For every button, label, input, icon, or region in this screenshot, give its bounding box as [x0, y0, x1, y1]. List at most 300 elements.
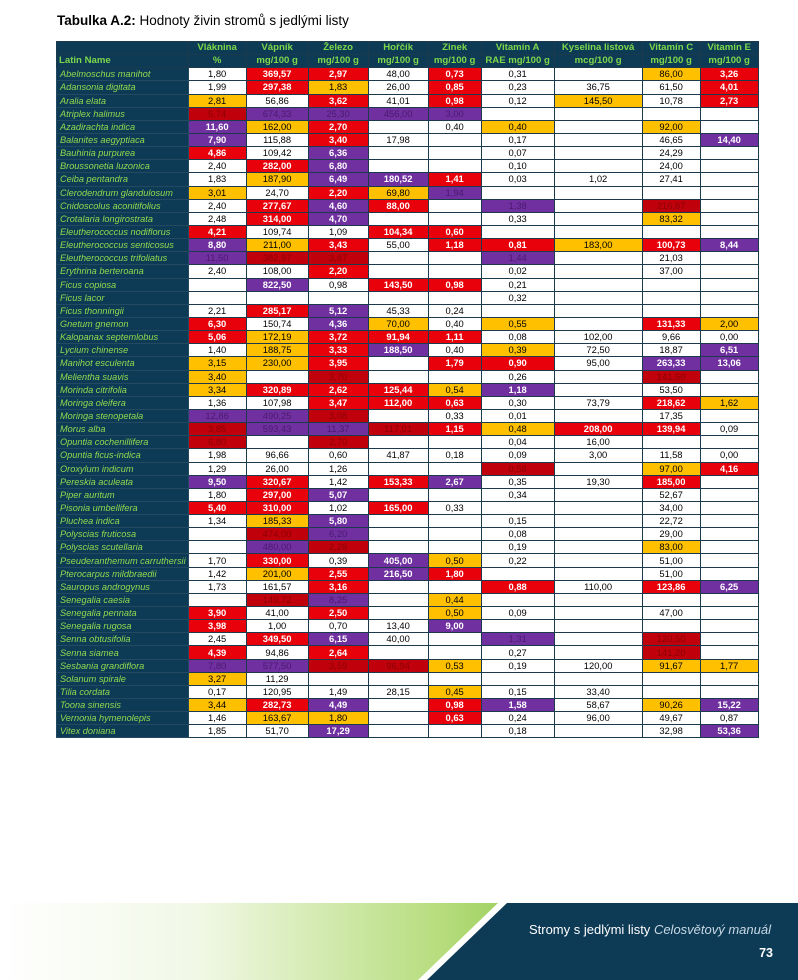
value-cell: 0,17: [188, 685, 246, 698]
value-cell: 0,09: [481, 449, 554, 462]
value-cell: 3,15: [188, 357, 246, 370]
value-cell: 0,17: [481, 133, 554, 146]
value-cell: 185,00: [642, 475, 700, 488]
value-cell: 4,70: [308, 212, 368, 225]
value-cell: 188,75: [246, 344, 308, 357]
value-cell: 97,00: [642, 462, 700, 475]
value-cell: 0,35: [481, 475, 554, 488]
value-cell: 0,81: [481, 239, 554, 252]
value-cell: [428, 147, 481, 160]
value-cell: [554, 633, 642, 646]
value-cell: [700, 554, 758, 567]
value-cell: [428, 488, 481, 501]
value-cell: [554, 304, 642, 317]
latin-name-cell: Ceiba pentandra: [57, 173, 189, 186]
column-unit: RAE mg/100 g: [481, 55, 554, 68]
value-cell: 28,15: [368, 685, 428, 698]
value-cell: [481, 620, 554, 633]
value-cell: 19,30: [554, 475, 642, 488]
book-subtitle: Celosvětový manuál: [653, 922, 771, 937]
value-cell: [428, 541, 481, 554]
latin-name-cell: Bauhinia purpurea: [57, 147, 189, 160]
table-caption: [57, 13, 349, 28]
value-cell: 0,33: [428, 409, 481, 422]
value-cell: [700, 475, 758, 488]
value-cell: 150,74: [246, 317, 308, 330]
value-cell: 0,33: [481, 212, 554, 225]
value-cell: [554, 291, 642, 304]
latin-name-cell: Pluchea indica: [57, 515, 189, 528]
value-cell: 49,67: [642, 712, 700, 725]
value-cell: [428, 580, 481, 593]
value-cell: 2,40: [188, 199, 246, 212]
value-cell: 1,42: [188, 567, 246, 580]
latin-name-cell: Moringa stenopetala: [57, 409, 189, 422]
value-cell: [188, 278, 246, 291]
value-cell: 18,87: [642, 344, 700, 357]
value-cell: 490,25: [246, 409, 308, 422]
value-cell: 0,23: [481, 81, 554, 94]
latin-name-cell: Cnidoscolus aconitifolius: [57, 199, 189, 212]
value-cell: 24,00: [642, 160, 700, 173]
table-row: [57, 291, 759, 304]
value-cell: 674,33: [246, 107, 308, 120]
value-cell: 310,00: [246, 501, 308, 514]
value-cell: [554, 541, 642, 554]
value-cell: 0,18: [481, 725, 554, 738]
value-cell: 6,25: [700, 580, 758, 593]
value-cell: [428, 212, 481, 225]
value-cell: 1,83: [188, 173, 246, 186]
value-cell: 86,00: [642, 68, 700, 81]
value-cell: 405,00: [368, 554, 428, 567]
value-cell: 320,67: [246, 475, 308, 488]
value-cell: 1,02: [554, 173, 642, 186]
value-cell: 2,50: [308, 607, 368, 620]
value-cell: 0,26: [481, 370, 554, 383]
value-cell: 0,21: [481, 278, 554, 291]
value-cell: [554, 252, 642, 265]
value-cell: 0,40: [428, 317, 481, 330]
value-cell: 52,67: [642, 488, 700, 501]
value-cell: 0,27: [481, 646, 554, 659]
value-cell: 0,40: [481, 120, 554, 133]
value-cell: 1,38: [481, 199, 554, 212]
value-cell: 1,58: [481, 699, 554, 712]
value-cell: 0,55: [481, 317, 554, 330]
value-cell: 1,80: [428, 567, 481, 580]
table-row: [57, 659, 759, 672]
latin-name-cell: Pterocarpus mildbraedii: [57, 567, 189, 580]
value-cell: 41,87: [368, 449, 428, 462]
value-cell: 117,01: [368, 423, 428, 436]
column-header: Kyselina listová: [554, 42, 642, 55]
column-unit: mg/100 g: [642, 55, 700, 68]
value-cell: [554, 370, 642, 383]
value-cell: [428, 199, 481, 212]
value-cell: 41,00: [246, 607, 308, 620]
table-row: [57, 462, 759, 475]
table-row: [57, 304, 759, 317]
value-cell: 1,18: [481, 383, 554, 396]
value-cell: 4,36: [308, 317, 368, 330]
value-cell: 2,62: [308, 383, 368, 396]
value-cell: 131,33: [642, 317, 700, 330]
value-cell: 577,50: [246, 659, 308, 672]
latin-name-cell: Ficus thonningii: [57, 304, 189, 317]
value-cell: [700, 160, 758, 173]
value-cell: 1,44: [481, 252, 554, 265]
value-cell: 1,00: [246, 620, 308, 633]
value-cell: 15,22: [700, 699, 758, 712]
table-row: [57, 488, 759, 501]
latin-name-cell: Tilia cordata: [57, 685, 189, 698]
latin-name-cell: Pereskia aculeata: [57, 475, 189, 488]
value-cell: [642, 278, 700, 291]
value-cell: 3,34: [188, 383, 246, 396]
value-cell: 3,08: [308, 409, 368, 422]
value-cell: [700, 528, 758, 541]
value-cell: 183,00: [554, 239, 642, 252]
value-cell: [428, 672, 481, 685]
latin-name-cell: Moringa oleifera: [57, 396, 189, 409]
value-cell: [700, 383, 758, 396]
value-cell: [700, 186, 758, 199]
table-row: [57, 173, 759, 186]
table-row: [57, 265, 759, 278]
table-row: [57, 646, 759, 659]
column-unit: mg/100 g: [428, 55, 481, 68]
table-row: [57, 515, 759, 528]
table-row: [57, 541, 759, 554]
latin-name-cell: Azadirachta indica: [57, 120, 189, 133]
value-cell: [554, 620, 642, 633]
value-cell: 3,27: [188, 672, 246, 685]
value-cell: 1,94: [428, 186, 481, 199]
value-cell: 0,33: [428, 501, 481, 514]
value-cell: 96,00: [554, 712, 642, 725]
value-cell: 37,00: [642, 265, 700, 278]
value-cell: [554, 515, 642, 528]
table-row: [57, 409, 759, 422]
value-cell: 0,60: [428, 225, 481, 238]
value-cell: 1,80: [188, 68, 246, 81]
value-cell: 282,00: [246, 160, 308, 173]
value-cell: 53,50: [642, 383, 700, 396]
value-cell: [554, 133, 642, 146]
column-unit: mg/100 g: [368, 55, 428, 68]
value-cell: [554, 501, 642, 514]
value-cell: [188, 291, 246, 304]
latin-name-cell: Opuntia ficus-indica: [57, 449, 189, 462]
value-cell: 0,98: [308, 278, 368, 291]
value-cell: 1,36: [188, 396, 246, 409]
value-cell: 0,08: [481, 528, 554, 541]
value-cell: 161,57: [246, 580, 308, 593]
value-cell: 5,74: [188, 107, 246, 120]
value-cell: 172,19: [246, 331, 308, 344]
value-cell: 1,18: [428, 239, 481, 252]
value-cell: [554, 528, 642, 541]
value-cell: 45,33: [368, 304, 428, 317]
value-cell: 9,66: [642, 331, 700, 344]
caption-text: Hodnoty živin stromů s jedlými listy: [135, 13, 349, 28]
value-cell: [368, 212, 428, 225]
value-cell: 2,40: [188, 265, 246, 278]
latin-name-cell: Aralia elata: [57, 94, 189, 107]
value-cell: [700, 199, 758, 212]
value-cell: [188, 593, 246, 606]
value-cell: 330,00: [246, 554, 308, 567]
value-cell: [554, 409, 642, 422]
latin-name-cell: Atriplex halimus: [57, 107, 189, 120]
value-cell: [246, 436, 308, 449]
value-cell: 0,63: [428, 712, 481, 725]
value-cell: [700, 409, 758, 422]
value-cell: [554, 199, 642, 212]
value-cell: 0,00: [700, 331, 758, 344]
table-row: [57, 317, 759, 330]
latin-name-cell: Abelmoschus manihot: [57, 68, 189, 81]
latin-name-cell: Piper auritum: [57, 488, 189, 501]
latin-name-cell: Polyscias fruticosa: [57, 528, 189, 541]
value-cell: 0,53: [428, 659, 481, 672]
value-cell: 0,39: [481, 344, 554, 357]
value-cell: [246, 370, 308, 383]
value-cell: 104,34: [368, 225, 428, 238]
value-cell: 1,46: [188, 712, 246, 725]
value-cell: 6,51: [700, 344, 758, 357]
value-cell: 125,44: [368, 383, 428, 396]
value-cell: 0,98: [428, 278, 481, 291]
table-row: [57, 147, 759, 160]
table-row: [57, 725, 759, 738]
table-row: [57, 712, 759, 725]
value-cell: 2,64: [308, 646, 368, 659]
value-cell: [642, 436, 700, 449]
value-cell: 216,67: [642, 199, 700, 212]
value-cell: 6,36: [308, 147, 368, 160]
value-cell: 230,00: [246, 357, 308, 370]
value-cell: 26,00: [368, 81, 428, 94]
value-cell: [700, 370, 758, 383]
value-cell: [428, 133, 481, 146]
value-cell: 109,42: [246, 147, 308, 160]
value-cell: 0,50: [428, 607, 481, 620]
value-cell: 7,90: [188, 133, 246, 146]
value-cell: [554, 68, 642, 81]
table-row: [57, 68, 759, 81]
value-cell: 1,80: [308, 712, 368, 725]
value-cell: 0,58: [481, 462, 554, 475]
value-cell: 0,15: [481, 685, 554, 698]
table-row: [57, 225, 759, 238]
value-cell: 69,80: [368, 186, 428, 199]
value-cell: [368, 357, 428, 370]
value-cell: 41,01: [368, 94, 428, 107]
value-cell: [700, 607, 758, 620]
latin-name-cell: Balanites aegyptiaca: [57, 133, 189, 146]
value-cell: 185,33: [246, 515, 308, 528]
value-cell: 277,67: [246, 199, 308, 212]
latin-name-cell: Broussonetia luzonica: [57, 160, 189, 173]
value-cell: [554, 317, 642, 330]
latin-name-cell: Gnetum gnemon: [57, 317, 189, 330]
value-cell: 0,12: [481, 94, 554, 107]
value-cell: 163,67: [246, 712, 308, 725]
value-cell: 320,89: [246, 383, 308, 396]
value-cell: 297,38: [246, 81, 308, 94]
table-row: [57, 436, 759, 449]
value-cell: 94,86: [246, 646, 308, 659]
table-body: [57, 68, 759, 738]
latin-name-cell: Oroxylum indicum: [57, 462, 189, 475]
table-row: [57, 699, 759, 712]
value-cell: 3,01: [188, 186, 246, 199]
value-cell: 141,50: [642, 370, 700, 383]
latin-name-cell: Vernonia hymenolepis: [57, 712, 189, 725]
value-cell: 6,30: [188, 317, 246, 330]
latin-name-cell: Sesbania grandiflora: [57, 659, 189, 672]
value-cell: 6,15: [308, 633, 368, 646]
value-cell: 3,47: [308, 396, 368, 409]
table-row: [57, 344, 759, 357]
value-cell: 149,72: [246, 593, 308, 606]
value-cell: [642, 685, 700, 698]
value-cell: [700, 304, 758, 317]
value-cell: 73,79: [554, 396, 642, 409]
value-cell: 0,39: [308, 554, 368, 567]
table-row: [57, 383, 759, 396]
value-cell: 3,26: [700, 68, 758, 81]
value-cell: 2,21: [188, 304, 246, 317]
value-cell: [188, 528, 246, 541]
latin-name-cell: Opuntia cochenillifera: [57, 436, 189, 449]
value-cell: 0,90: [481, 357, 554, 370]
column-header: Zinek: [428, 42, 481, 55]
value-cell: 1,40: [188, 344, 246, 357]
value-cell: [554, 186, 642, 199]
value-cell: 11,50: [188, 252, 246, 265]
value-cell: [700, 620, 758, 633]
value-cell: 3,98: [188, 620, 246, 633]
value-cell: 24,70: [246, 186, 308, 199]
value-cell: 297,00: [246, 488, 308, 501]
value-cell: 282,73: [246, 699, 308, 712]
value-cell: 314,00: [246, 212, 308, 225]
value-cell: [700, 436, 758, 449]
latin-name-cell: Polyscias scutellaria: [57, 541, 189, 554]
value-cell: [642, 620, 700, 633]
value-cell: 180,52: [368, 173, 428, 186]
value-cell: 6,20: [308, 528, 368, 541]
value-cell: 285,17: [246, 304, 308, 317]
table-row: [57, 357, 759, 370]
latin-name-cell: Lycium chinense: [57, 344, 189, 357]
latin-name-cell: Solanum spirale: [57, 672, 189, 685]
value-cell: 5,06: [188, 331, 246, 344]
value-cell: 1,62: [700, 396, 758, 409]
value-cell: 1,73: [188, 580, 246, 593]
value-cell: [428, 528, 481, 541]
value-cell: [481, 672, 554, 685]
column-header: [57, 42, 189, 55]
value-cell: 90,26: [642, 699, 700, 712]
value-cell: [368, 580, 428, 593]
value-cell: 1,80: [188, 488, 246, 501]
value-cell: 8,44: [700, 239, 758, 252]
value-cell: 0,44: [428, 593, 481, 606]
latin-name-cell: Pseuderanthemum carruthersii: [57, 554, 189, 567]
column-header: Hořčík: [368, 42, 428, 55]
value-cell: 2,73: [700, 94, 758, 107]
table-row: [57, 685, 759, 698]
value-cell: [554, 160, 642, 173]
value-cell: [368, 699, 428, 712]
value-cell: 12,86: [188, 409, 246, 422]
table-row: [57, 580, 759, 593]
value-cell: 143,50: [368, 278, 428, 291]
value-cell: 1,77: [700, 659, 758, 672]
latin-name-cell: Erythrina berteroana: [57, 265, 189, 278]
value-cell: 1,15: [428, 423, 481, 436]
table-row: [57, 620, 759, 633]
value-cell: [368, 147, 428, 160]
value-cell: 108,00: [246, 265, 308, 278]
value-cell: 3,40: [188, 370, 246, 383]
value-cell: [428, 291, 481, 304]
header-names-row: [57, 42, 759, 55]
value-cell: 188,50: [368, 344, 428, 357]
table-row: [57, 633, 759, 646]
value-cell: [554, 554, 642, 567]
value-cell: [554, 672, 642, 685]
value-cell: 4,49: [308, 699, 368, 712]
column-header: Vápník: [246, 42, 308, 55]
value-cell: [554, 646, 642, 659]
value-cell: 46,65: [642, 133, 700, 146]
value-cell: [481, 186, 554, 199]
value-cell: 1,83: [308, 81, 368, 94]
value-cell: 0,19: [481, 659, 554, 672]
value-cell: [700, 488, 758, 501]
table-row: [57, 501, 759, 514]
value-cell: 58,67: [554, 699, 642, 712]
value-cell: 145,50: [554, 94, 642, 107]
value-cell: 3,90: [188, 607, 246, 620]
value-cell: [700, 252, 758, 265]
value-cell: 0,00: [700, 449, 758, 462]
value-cell: [368, 409, 428, 422]
value-cell: 11,60: [188, 120, 246, 133]
value-cell: 1,85: [188, 725, 246, 738]
value-cell: 480,00: [246, 541, 308, 554]
value-cell: [642, 225, 700, 238]
value-cell: 2,67: [428, 475, 481, 488]
value-cell: 0,01: [481, 409, 554, 422]
value-cell: 100,73: [642, 239, 700, 252]
value-cell: 4,01: [700, 81, 758, 94]
value-cell: [700, 278, 758, 291]
value-cell: 0,70: [308, 620, 368, 633]
value-cell: 96,66: [246, 449, 308, 462]
value-cell: 72,50: [554, 344, 642, 357]
value-cell: 92,00: [642, 120, 700, 133]
value-cell: 0,40: [428, 344, 481, 357]
value-cell: 0,48: [481, 423, 554, 436]
value-cell: 2,45: [188, 633, 246, 646]
value-cell: [428, 462, 481, 475]
